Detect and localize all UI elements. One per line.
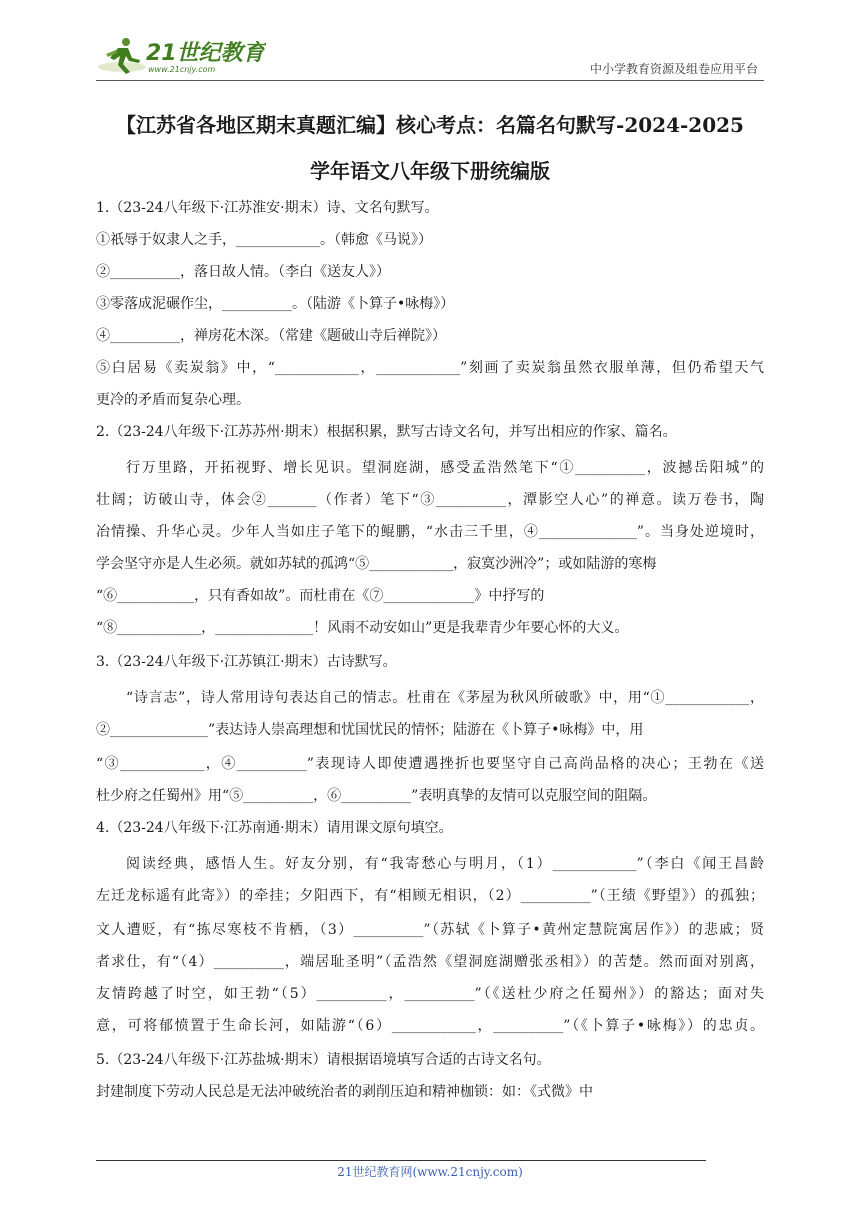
q4-heading: 4.（23-24八年级下·江苏南通·期末）请用课文原句填空。 [96,820,453,836]
q1-item-4: ④__________，禅房花木深。（常建《题破山寺后禅院》） [96,328,446,344]
q3-heading: 3.（23-24八年级下·江苏镇江·期末）古诗默写。 [96,654,397,670]
page-header [96,30,764,78]
q4-text-line: 者求仕，有“（4）__________，端居耻圣明”（孟浩然《望洞庭湖赠张丞相》）的苦楚。然而面对别离， [96,954,764,970]
footer-divider [96,1160,706,1161]
q1-heading: 1.（23-24八年级下·江苏淮安·期末）诗、文名句默写。 [96,200,439,216]
q1-item-5-cont: 更冷的矛盾而复杂心理。 [96,392,250,408]
logo-url: www.21cnjy.com [148,65,216,74]
q4-text-line: 文人遭贬，有“拣尽寒枝不肯栖，（3）__________”（苏轼《卜算子•黄州定慧院寓居作》）的悲戚；贤 [96,922,764,938]
q2-heading: 2.（23-24八年级下·江苏苏州·期末）根据积累，默写古诗文名句，并写出相应的作家、篇名。 [96,424,677,440]
q3-text-line: 杜少府之任蜀州》用“⑤__________，⑥__________”表明真挚的友情可以克服空间的阻隔。 [96,788,657,804]
q2-text-line: “⑧____________，______________！风雨不动安如山”更是我辈青少年要心怀的大义。 [96,620,629,636]
q2-text-line: 学会坚守亦是人生必须。就如苏轼的孤鸿“⑤____________，寂寞沙洲冷”；或如陆游的寒梅 [96,556,657,572]
q2-text-line: 行万里路，开拓视野、增长见识。望洞庭湖，感受孟浩然笔下“①__________，波撼岳阳城”的 [126,460,764,476]
q2-text-line: 冶情操、升华心灵。少年人当如庄子笔下的鲲鹏，“水击三千里，④______________”。当身处逆境时， [96,524,764,540]
footer-text: 21世纪教育网(www.21cnjy.com) [337,1165,523,1179]
q1-item-3: ③零落成泥碾作尘，__________。（陆游《卜算子•咏梅》） [96,296,455,312]
logo [96,34,266,76]
q3-text-line: ②______________”表达诗人崇高理想和忧国忧民的情怀；陆游在《卜算子•咏梅》中，用 [96,722,644,738]
q5-heading: 5.（23-24八年级下·江苏盐城·期末）请根据语境填写合适的古诗文名句。 [96,1052,551,1068]
q2-text-line: 壮阔；访破山寺，体会②_______（作者）笔下“③__________，潭影空人心”的禅意。读万卷书，陶 [96,492,764,508]
platform-name: 中小学教育资源及组卷应用平台 [589,62,758,76]
q5-text-line: 封建制度下劳动人民总是无法冲破统治者的剥削压迫和精神枷锁：如：《式微》中 [96,1084,593,1100]
q4-text-line: 意，可将郁愤置于生命长河，如陆游“（6）____________，__________”（《卜算子•咏梅》）的忠贞。 [96,1018,764,1034]
q3-text-line: “③____________，④__________”表现诗人即使遭遇挫折也要坚守自己高尚品格的决心；王勃在《送 [96,756,764,772]
q4-text-line: 左迁龙标遥有此寄》）的牵挂；夕阳西下，有“相顾无相识，（2）__________”（王绩《野望》）的孤独； [96,888,764,904]
q1-item-5: ⑤白居易《卖炭翁》中，“____________，____________”刻画了卖炭翁虽然衣服单薄，但仍希望天气 [96,360,764,376]
q2-text-line: “⑥___________，只有香如故”。而杜甫在《⑦_____________》中抒写的 [96,588,545,604]
document-title [96,102,764,194]
logo-runner-icon [96,34,266,76]
q4-text-line: 阅读经典，感悟人生。好友分别，有“我寄愁心与明月，（1）____________”（李白《闻王昌龄 [126,856,764,872]
q1-item-2: ②__________，落日故人情。（李白《送友人》） [96,264,390,280]
logo-text: 21世纪教育 [146,41,265,66]
header-divider [96,80,764,81]
title-line-2: 学年语文八年级下册统编版 [310,159,550,183]
q1-item-1: ①祇辱于奴隶人之手，____________。（韩愈《马说》） [96,232,432,248]
title-line-1: 【江苏省各地区期末真题汇编】核心考点：名篇名句默写-2024-2025 [116,113,744,137]
q3-text-line: “诗言志”，诗人常用诗句表达自己的情志。杜甫在《茅屋为秋风所破歌》中，用“①____________， [126,690,764,706]
q4-text-line: 友情跨越了时空，如王勃“（5）__________，__________”（《送杜少府之任蜀州》）的豁达；面对失 [96,986,764,1002]
